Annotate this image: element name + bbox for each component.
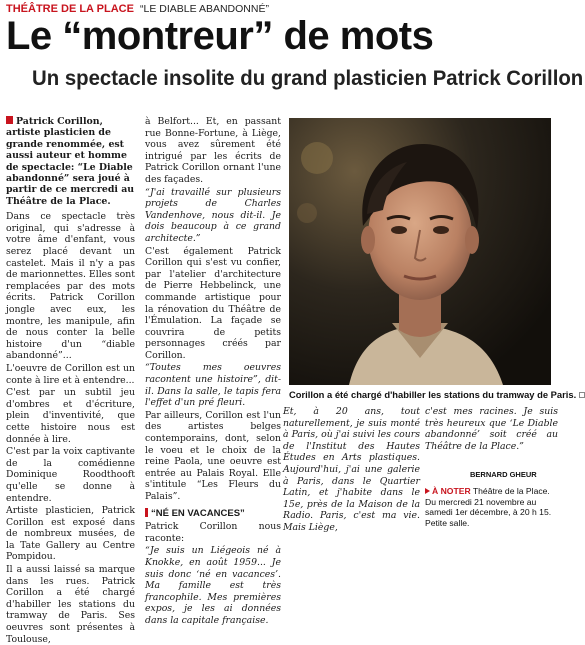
quote-paragraph: Et, à 20 ans, tout naturellement, je suis monté à Paris, où j'ai suivi les cours de l'Institut des Hautes Études en Arts plastiques. Aujourd'hui, j'ai une galerie à Paris, dans le Quartier Latin, et j'habite dans le 15e, près de la Maison de la Radio. Paris, c'est ma vie. Mais Liège,: [283, 406, 420, 533]
red-bar-marker: [145, 508, 148, 517]
quote-paragraph: c'est mes racines. Je suis très heureux que ‘Le Diable abandonné’ soit créé au Théâtre de la Place.”: [425, 406, 558, 452]
body-paragraph: Patrick Corillon nous raconte:: [145, 521, 281, 544]
kicker-title: “LE DIABLE ABANDONNÉ”: [140, 3, 269, 15]
body-paragraph: L'oeuvre de Corillon est un conte à lire et à entendre...: [6, 362, 135, 386]
kicker-section: THÉÂTRE DE LA PLACE: [6, 3, 134, 15]
quote-paragraph: “Je suis un Liégeois né à Knokke, en août 1959... Je suis donc ‘né en vacances’. Ma famille est très francophile. Mes premières expos, je les ai données dans la capitale française.: [145, 545, 281, 626]
quote-paragraph: “Toutes mes oeuvres racontent une histoire”, dit-il. Dans la salle, le tapis fera l'effet d'un pré fleuri.: [145, 362, 281, 409]
article-column-1: [6, 116, 135, 645]
portrait-photo: [289, 118, 551, 385]
subheadline: Un spectacle insolite du grand plasticien Patrick Corillon: [32, 67, 584, 90]
intertitle-text: “NÉ EN VACANCES”: [151, 507, 245, 519]
caption-text: Corillon a été chargé d'habiller les stations du tramway de Paris.: [289, 389, 577, 400]
lead-text: Patrick Corillon, artiste plasticien de grande renommée, est aussi auteur et homme de spectacle: “Le Diable abandonné” sera joué à partir de ce mercredi au Théâtre de la Place.: [6, 116, 135, 207]
triangle-icon: [425, 488, 430, 494]
info-text: Théâtre de la Place. Du mercredi 21 novembre au samedi 1er décembre, à 20 h 15. Petite salle.: [425, 486, 552, 528]
article-column-2: [145, 116, 281, 626]
portrait-illustration: [289, 118, 551, 385]
author-byline: BERNARD GHEUR: [470, 470, 537, 479]
quote-paragraph: “J'ai travaillé sur plusieurs projets de Charles Vandenhove, nous dit-il. Je dois beaucoup à ce grand architecte.”: [145, 186, 281, 244]
info-box: [425, 486, 559, 528]
article-column-3: [283, 406, 420, 533]
end-square-icon: [579, 392, 585, 398]
body-paragraph: C'est par la voix captivante de la comédienne Dominique Roodthooft qu'elle se donne à entendre.: [6, 446, 135, 504]
body-paragraph: à Belfort... Et, en passant rue Bonne-Fortune, à Liège, vous avez sûrement été intrigué par les écrits de Patrick Corillon ornant l'une des façades.: [145, 116, 281, 185]
info-tag-label: À NOTER: [432, 486, 471, 496]
headline: Le “montreur” de mots: [6, 14, 434, 58]
info-tag: [425, 486, 471, 496]
body-paragraph: Par ailleurs, Corillon est l'un des artistes belges contemporains, dont, selon le voeu et le choix de la reine Paola, une oeuvre est entrée au Palais Royal. Elle s'intitule “Les Fleurs du Palais”.: [145, 409, 281, 502]
body-paragraph: Il a aussi laissé sa marque dans les rues. Patrick Corillon a été chargé d'habiller les stations du tramway de Paris. Ses oeuvres sont présentes à Toulouse,: [6, 564, 135, 645]
body-paragraph: Artiste plasticien, Patrick Corillon est exposé dans de nombreux musées, de la Tate Gallery au Centre Pompidou.: [6, 505, 135, 563]
body-paragraph: C'est également Patrick Corillon qui s'est vu confier, par l'atelier d'architecture de Pierre Hebbelinck, une commande artistique pour la rénovation du Théâtre de l'Émulation. La façade se couvrira de petits personnages créés par Corillon.: [145, 245, 281, 361]
body-paragraph: C'est par un subtil jeu d'ombres et d'écriture, plein d'inventivité, que cette histoire nous est donnée à lire.: [6, 387, 135, 445]
lead-paragraph: [6, 116, 135, 207]
body-paragraph: Dans ce spectacle très original, qui s'adresse à votre âme d'enfant, vous serez placé devant un castelet. Mais il n'y a pas de marionnettes. Elles sont remplacées par des mots écrits. Patrick Corillon jongle avec eux, les montre, les manipule, afin de nous conter la belle histoire d'un “diable abandonné”...: [6, 211, 135, 362]
photo-caption: [289, 389, 577, 400]
intertitle: [145, 508, 281, 520]
red-square-marker: [6, 116, 13, 124]
